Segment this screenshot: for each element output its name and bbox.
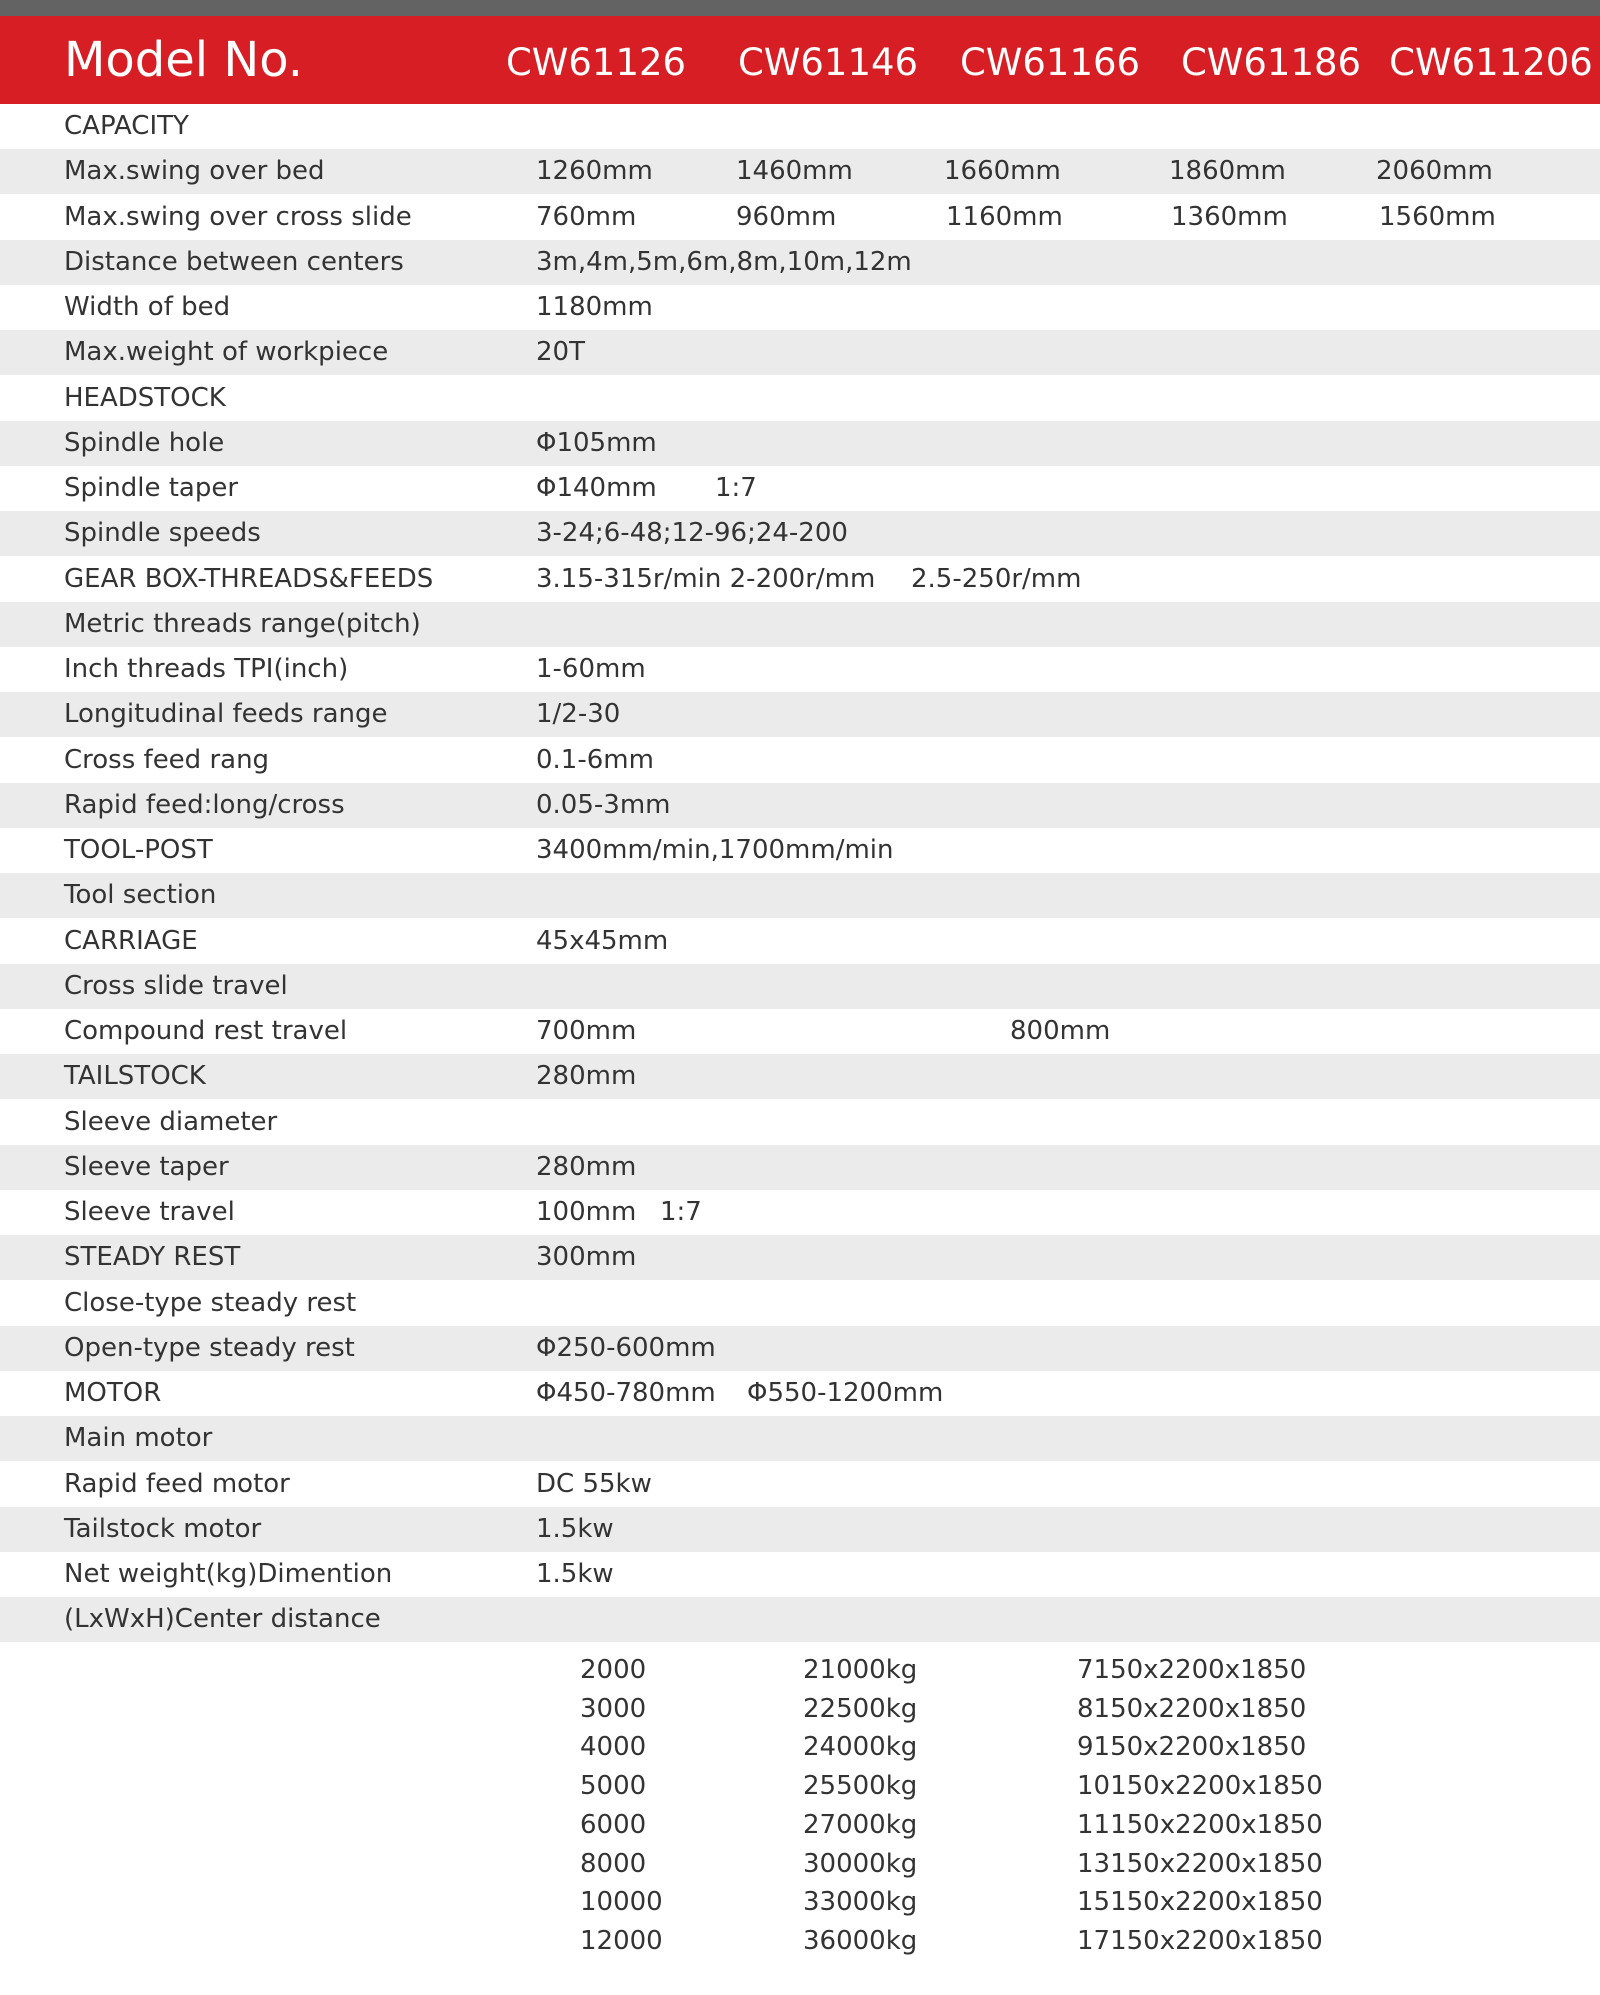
model-header: CW61166 — [959, 41, 1141, 84]
spec-value: 1.5kw — [536, 1513, 614, 1544]
spec-value: 1860mm — [1169, 156, 1286, 187]
net-weight-value: 33000kg — [803, 1887, 918, 1918]
net-weight-value: 24000kg — [803, 1732, 918, 1763]
spec-value: 1560mm — [1379, 201, 1496, 232]
spec-value: Φ550-1200mm — [747, 1378, 944, 1408]
spec-value: 280mm — [536, 1061, 637, 1092]
spec-label: Compound rest travel — [64, 1016, 348, 1046]
dimension-value: 17150x2200x1850 — [1077, 1925, 1323, 1956]
spec-label: Spindle taper — [64, 473, 239, 503]
spec-row — [0, 964, 1600, 1009]
dimension-row — [0, 1767, 1600, 1805]
dimension-value: 13150x2200x1850 — [1077, 1848, 1323, 1879]
top-bar — [0, 0, 1600, 16]
spec-label: CAPACITY — [64, 111, 189, 141]
center-distance-value: 12000 — [580, 1925, 663, 1956]
spec-row — [0, 1235, 1600, 1280]
spec-row — [0, 149, 1600, 194]
spec-row — [0, 1054, 1600, 1099]
spec-row — [0, 1145, 1600, 1190]
spec-row — [0, 1326, 1600, 1371]
net-weight-value: 30000kg — [803, 1848, 918, 1879]
spec-label: Max.swing over cross slide — [64, 201, 412, 232]
center-distance-value: 2000 — [580, 1655, 647, 1685]
net-weight-value: 22500kg — [803, 1693, 918, 1724]
spec-row — [0, 1100, 1600, 1145]
spec-label: Rapid feed:long/cross — [64, 789, 345, 820]
spec-row — [0, 1507, 1600, 1552]
spec-value: 3m,4m,5m,6m,8m,10m,12m — [536, 246, 912, 277]
spec-value: 45x45mm — [536, 925, 669, 956]
spec-label: TOOL-POST — [64, 835, 213, 865]
center-distance-value: 4000 — [580, 1732, 647, 1763]
spec-value: 1360mm — [1171, 201, 1288, 232]
spec-row — [0, 873, 1600, 918]
center-distance-value: 10000 — [580, 1887, 663, 1918]
spec-row — [0, 421, 1600, 466]
spec-label: Net weight(kg)Dimention — [64, 1559, 393, 1589]
spec-value: 280mm — [536, 1151, 637, 1182]
spec-row — [0, 1552, 1600, 1597]
center-distance-value: 5000 — [580, 1771, 647, 1802]
spec-row — [0, 738, 1600, 783]
spec-value: 1/2-30 — [536, 699, 621, 730]
model-header: CW61126 — [505, 41, 687, 84]
model-header: CW611206 — [1389, 41, 1593, 84]
spec-value: 2060mm — [1376, 156, 1493, 187]
spec-label: Open-type steady rest — [64, 1332, 355, 1363]
spec-value: 960mm — [736, 201, 837, 232]
spec-row — [0, 557, 1600, 602]
spec-label: Spindle hole — [64, 427, 225, 458]
net-weight-value: 21000kg — [803, 1655, 918, 1685]
spec-label: Max.swing over bed — [64, 156, 325, 187]
spec-value: 300mm — [536, 1242, 637, 1273]
spec-value: 1:7 — [715, 473, 757, 503]
spec-label: Sleeve taper — [64, 1151, 229, 1182]
net-weight-value: 27000kg — [803, 1809, 918, 1840]
spec-value: Φ140mm — [536, 473, 657, 503]
spec-value: 1260mm — [536, 156, 653, 187]
spec-row — [0, 1597, 1600, 1642]
spec-label: Sleeve diameter — [64, 1106, 278, 1137]
spec-label: Sleeve travel — [64, 1197, 235, 1227]
spec-row — [0, 376, 1600, 421]
spec-label: (LxWxH)Center distance — [64, 1604, 381, 1635]
spec-value: 100mm — [536, 1197, 637, 1227]
spec-value: 1160mm — [946, 201, 1063, 232]
spec-label: Rapid feed motor — [64, 1468, 290, 1499]
spec-value: 2.5-250r/mm — [911, 563, 1082, 594]
model-header: CW61186 — [1180, 41, 1362, 84]
dimension-value: 8150x2200x1850 — [1077, 1693, 1307, 1724]
spec-row — [0, 783, 1600, 828]
spec-value: 1660mm — [944, 156, 1061, 187]
dimension-row — [0, 1845, 1600, 1883]
spec-row — [0, 602, 1600, 647]
spec-label: Longitudinal feeds range — [64, 699, 388, 730]
spec-label: Width of bed — [64, 292, 231, 322]
spec-label: GEAR BOX-THREADS&FEEDS — [64, 563, 434, 594]
spec-row — [0, 1190, 1600, 1235]
spec-value: 1-60mm — [536, 654, 646, 684]
dimension-row — [0, 1728, 1600, 1766]
spec-row — [0, 1009, 1600, 1054]
spec-value: 760mm — [536, 201, 637, 232]
dimension-value: 10150x2200x1850 — [1077, 1771, 1323, 1802]
spec-row — [0, 285, 1600, 330]
spec-row — [0, 104, 1600, 149]
spec-label: HEADSTOCK — [64, 382, 226, 413]
spec-label: Cross feed rang — [64, 744, 270, 775]
spec-value: 1:7 — [660, 1197, 702, 1227]
center-distance-value: 3000 — [580, 1693, 647, 1724]
dimension-row — [0, 1883, 1600, 1921]
spec-label: Spindle speeds — [64, 518, 261, 549]
spec-label: Distance between centers — [64, 246, 404, 277]
spec-row — [0, 692, 1600, 737]
spec-value: DC 55kw — [536, 1468, 652, 1499]
spec-label: Max.weight of workpiece — [64, 337, 389, 368]
dimension-value: 15150x2200x1850 — [1077, 1887, 1323, 1918]
spec-value: Φ105mm — [536, 427, 657, 458]
spec-row — [0, 240, 1600, 285]
spec-label: Inch threads TPI(inch) — [64, 654, 349, 684]
spec-label: STEADY REST — [64, 1242, 241, 1273]
table-header — [0, 16, 1600, 104]
model-no-title: Model No. — [64, 32, 304, 88]
spec-label: Metric threads range(pitch) — [64, 608, 421, 639]
spec-row — [0, 1281, 1600, 1326]
spec-label: MOTOR — [64, 1378, 162, 1408]
spec-row — [0, 1371, 1600, 1416]
center-distance-value: 6000 — [580, 1809, 647, 1840]
spec-row — [0, 919, 1600, 964]
dimension-value: 11150x2200x1850 — [1077, 1809, 1323, 1840]
spec-value: 0.1-6mm — [536, 744, 654, 775]
spec-row — [0, 195, 1600, 240]
spec-row — [0, 511, 1600, 556]
spec-label: Tool section — [64, 880, 217, 911]
spec-row — [0, 1416, 1600, 1461]
spec-row — [0, 330, 1600, 375]
net-weight-value: 36000kg — [803, 1925, 918, 1956]
model-header: CW61146 — [737, 41, 919, 84]
dimension-row — [0, 1651, 1600, 1689]
spec-value: 700mm — [536, 1016, 637, 1046]
spec-row — [0, 1462, 1600, 1507]
dimension-value: 7150x2200x1850 — [1077, 1655, 1307, 1685]
dimension-row — [0, 1806, 1600, 1844]
spec-value: 20T — [536, 337, 585, 368]
spec-value: 800mm — [1010, 1016, 1111, 1046]
spec-value: 3.15-315r/min 2-200r/mm — [536, 563, 876, 594]
spec-value: 1460mm — [736, 156, 853, 187]
spec-label: TAILSTOCK — [64, 1061, 206, 1092]
dimension-value: 9150x2200x1850 — [1077, 1732, 1307, 1763]
center-distance-value: 8000 — [580, 1848, 647, 1879]
spec-label: Close-type steady rest — [64, 1287, 357, 1318]
spec-value: 1.5kw — [536, 1559, 614, 1589]
spec-label: Main motor — [64, 1423, 213, 1454]
spec-value: 3400mm/min,1700mm/min — [536, 835, 894, 865]
spec-label: Cross slide travel — [64, 970, 288, 1001]
dimension-row — [0, 1690, 1600, 1728]
spec-value: Φ450-780mm — [536, 1378, 716, 1408]
spec-value: 3-24;6-48;12-96;24-200 — [536, 518, 848, 549]
spec-value: 0.05-3mm — [536, 789, 671, 820]
spec-value: 1180mm — [536, 292, 653, 322]
net-weight-value: 25500kg — [803, 1771, 918, 1802]
dimension-row — [0, 1922, 1600, 1960]
spec-row — [0, 466, 1600, 511]
spec-row — [0, 828, 1600, 873]
spec-value: Φ250-600mm — [536, 1332, 716, 1363]
spec-row — [0, 647, 1600, 692]
spec-label: Tailstock motor — [64, 1513, 262, 1544]
spec-label: CARRIAGE — [64, 925, 198, 956]
